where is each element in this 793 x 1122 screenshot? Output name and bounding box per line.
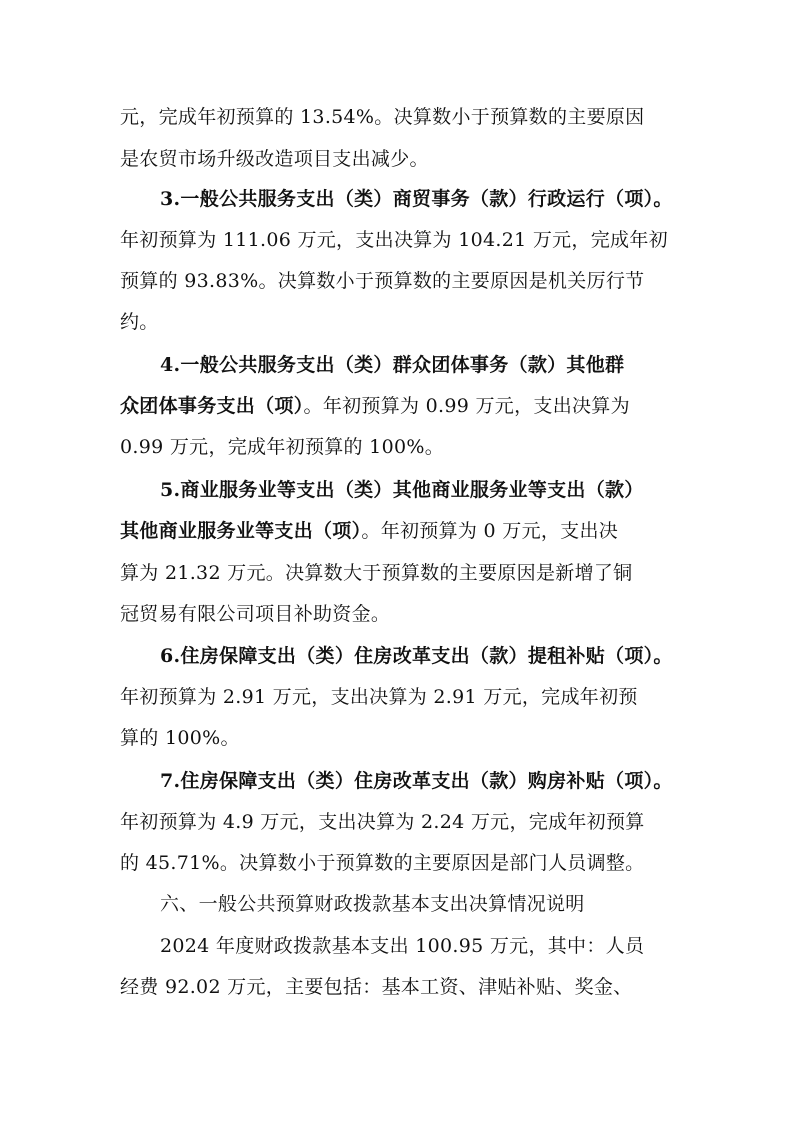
item-3-heading (160, 186, 680, 212)
text-line-22 (120, 974, 680, 1000)
text-line-4 (120, 227, 680, 253)
text-segment: 0.99 万元，完成年初预算的 100%。 (120, 436, 445, 458)
text-segment: 年初预算为 2.91 万元，支出决算为 2.91 万元，完成年初预 (120, 686, 638, 708)
bold-heading: 6.住房保障支出（类）住房改革支出（款）提租补贴（项）。 (160, 645, 673, 667)
text-segment: 。年初预算为 0.99 万元，支出决算为 (303, 395, 630, 417)
text-segment: 。年初预算为 0 万元，支出决 (361, 520, 619, 542)
text-line-2 (120, 146, 680, 172)
bold-heading: 7.住房保障支出（类）住房改革支出（款）购房补贴（项）。 (160, 770, 673, 792)
text-line-16 (120, 725, 680, 751)
bold-heading: 众团体事务支出（项） (120, 395, 304, 417)
text-segment: 经费 92.02 万元，主要包括：基本工资、津贴补贴、奖金、 (120, 976, 633, 998)
item-7-heading (160, 768, 680, 794)
text-line-13 (120, 601, 680, 627)
text-segment: 冠贸易有限公司项目补助资金。 (120, 603, 391, 625)
bold-heading: 4.一般公共服务支出（类）群众团体事务（款）其他群 (160, 354, 625, 376)
text-line-6 (120, 309, 680, 335)
text-line-21 (160, 933, 680, 959)
text-segment: 年初预算为 4.9 万元，支出决算为 2.24 万元，完成年初预算 (120, 811, 645, 833)
text-segment: 2024 年度财政拨款基本支出 100.95 万元，其中：人员 (160, 935, 645, 957)
section-6-heading (160, 891, 680, 917)
text-line-15 (120, 684, 680, 710)
text-line-9 (120, 434, 680, 460)
text-line-19 (120, 850, 680, 876)
text-segment: 预算的 93.83%。决算数小于预算数的主要原因是机关厉行节 (120, 270, 645, 292)
item-6-heading (160, 643, 680, 669)
text-segment: 的 45.71%。决算数小于预算数的主要原因是部门人员调整。 (120, 852, 645, 874)
text-segment: 年初预算为 111.06 万元，支出决算为 104.21 万元，完成年初 (120, 229, 668, 251)
text-segment: 约。 (120, 311, 159, 333)
text-segment: 算的 100%。 (120, 727, 240, 749)
text-segment: 元，完成年初预算的 13.54%。决算数小于预算数的主要原因 (120, 106, 645, 128)
item-4-heading (160, 352, 680, 378)
section-heading: 六、一般公共预算财政拨款基本支出决算情况说明 (160, 893, 585, 915)
text-line-5 (120, 268, 680, 294)
bold-heading: 5.商业服务业等支出（类）其他商业服务业等支出（款） (160, 479, 644, 501)
text-line-1 (120, 104, 680, 130)
text-line-12 (120, 560, 680, 586)
bold-heading: 3.一般公共服务支出（类）商贸事务（款）行政运行（项）。 (160, 188, 673, 210)
item-5-heading (160, 477, 680, 503)
text-line-11 (120, 518, 680, 544)
text-line-8 (120, 393, 680, 419)
text-segment: 是农贸市场升级改造项目支出减少。 (120, 148, 429, 170)
text-segment: 算为 21.32 万元。决算数大于预算数的主要原因是新增了铜 (120, 562, 633, 584)
bold-heading: 其他商业服务业等支出（项） (120, 520, 362, 542)
text-line-18 (120, 809, 680, 835)
